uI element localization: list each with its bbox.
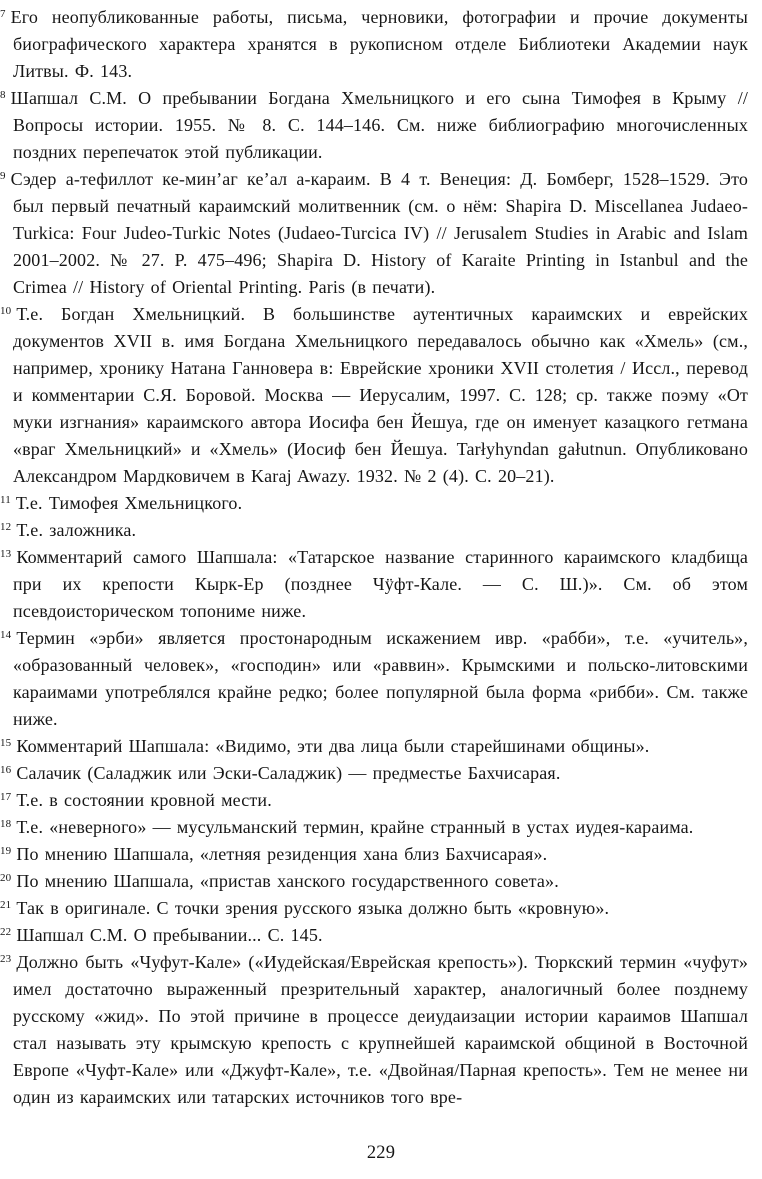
- footnote-number: 8: [0, 89, 6, 101]
- footnote: [0, 625, 748, 733]
- footnote: [0, 787, 748, 814]
- footnote-number: 19: [0, 845, 12, 857]
- footnote-text: Так в оригинале. С точки зрения русского языка должно быть «кровную».: [16, 898, 610, 918]
- footnote-number: 11: [0, 494, 11, 506]
- footnote-number: 7: [0, 8, 6, 20]
- footnote-number: 13: [0, 548, 12, 560]
- footnote-number: 22: [0, 926, 12, 938]
- footnote-text: Его неопубликованные работы, письма, черновики, фотографии и прочие документы биографического характера хранятся в рукописном отделе Библиотеки Академии наук Литвы. Ф. 143.: [10, 7, 748, 81]
- footnote-text: Т.е. в состоянии кровной мести.: [16, 790, 272, 810]
- footnote: [0, 166, 748, 301]
- footnote-number: 23: [0, 953, 12, 965]
- footnote-text: Т.е. Тимофея Хмельницкого.: [15, 493, 243, 513]
- footnote: [0, 868, 748, 895]
- footnotes-section: [0, 4, 748, 1111]
- footnote: [0, 4, 748, 85]
- footnote: [0, 895, 748, 922]
- footnote-text: Т.е. заложника.: [16, 520, 137, 540]
- footnote-number: 15: [0, 737, 12, 749]
- footnote-text: Комментарий самого Шапшала: «Татарское название старинного караимского кладбища при их крепости Кырк-Ер (позднее Чӱфт-Кале. — С. Ш.)». См. об этом псевдоисторическом топониме ниже.: [13, 547, 748, 621]
- footnote-text: Должно быть «Чуфут-Кале» («Иудейская/Еврейская крепость»). Тюркский термин «чуфут» имел достаточно выраженный презрительный характер, аналогичный более позднему русскому «жид». По этой причине в процессе деиудаизации истории караимов Шапшал стал называть эту крымскую крепость с крупнейшей караимской общиной в Восточной Европе «Чуфт-Кале» или «Джуфт-Кале», т.е. «Двойная/Парная крепость». Тем не менее ни один из караимских или татарских источников того вре-: [13, 952, 748, 1107]
- footnote-number: 20: [0, 872, 12, 884]
- footnote-number: 9: [0, 170, 6, 182]
- footnote-text: По мнению Шапшала, «летняя резиденция хана близ Бахчисарая».: [16, 844, 548, 864]
- footnote-number: 16: [0, 764, 12, 776]
- footnote-text: Шапшал С.М. О пребывании... С. 145.: [16, 925, 323, 945]
- footnote: [0, 544, 748, 625]
- footnote-text: Комментарий Шапшала: «Видимо, эти два лица были старейшинами общины».: [16, 736, 650, 756]
- footnote-text: Т.е. Богдан Хмельницкий. В большинстве аутентичных караимских и еврейских документов XVII в. имя Богдана Хмельницкого передавалось обычно как «Хмель» (см., например, хронику Натана Ганновера в: Еврейские хроники XVII столетия / Иссл., перевод и комментарии С.Я. Боровой. Москва –– Иерусалим, 1997. С. 128; ср. также поэму «От муки изгнания» караимского автора Иосифа бен Йешуа, где он именует казацкого гетмана «враг Хмельницкий» и «Хмель» (Иосиф бен Йешуа. Tarłyhyndan gałutnun. Опубликовано Александром Мардковичем в Karaj Awazy. 1932. № 2 (4). С. 20–21).: [13, 304, 748, 486]
- footnote-number: 21: [0, 899, 12, 911]
- footnote: [0, 949, 748, 1111]
- footnote: [0, 760, 748, 787]
- footnote-number: 14: [0, 629, 12, 641]
- footnote: [0, 814, 748, 841]
- footnote-text: Сэдер а-тефиллот ке-мин’аг ке’ал а-караим. В 4 т. Венеция: Д. Бомберг, 1528–1529. Это был первый печатный караимский молитвенник (см. о нём: Shapira D. Miscellanea Judaeo-Turkica: Four Judeo-Turkic Notes (Judaeo-Turcica IV) // Jerusalem Studies in Arabic and Islam 2001–2002. № 27. P. 475–496; Shapira D. History of Karaite Printing in Istanbul and the Crimea // History of Oriental Printing. Paris (в печати).: [10, 169, 748, 297]
- footnote-number: 12: [0, 521, 12, 533]
- footnote-text: Т.е. «неверного» — мусульманский термин, крайне странный в устах иудея-караима.: [16, 817, 694, 837]
- footnote-text: По мнению Шапшала, «пристав ханского государственного совета».: [16, 871, 559, 891]
- footnote: [0, 490, 748, 517]
- footnote-number: 18: [0, 818, 12, 830]
- footnote-text: Салачик (Саладжик или Эски-Саладжик) — предместье Бахчисарая.: [16, 763, 561, 783]
- footnote: [0, 301, 748, 490]
- footnote: [0, 517, 748, 544]
- footnote: [0, 85, 748, 166]
- footnote-number: 17: [0, 791, 12, 803]
- footnote: [0, 922, 748, 949]
- footnote-text: Шапшал С.М. О пребывании Богдана Хмельницкого и его сына Тимофея в Крыму // Вопросы истории. 1955. № 8. С. 144–146. См. ниже библиографию многочисленных поздних перепечаток этой публикации.: [10, 88, 748, 162]
- footnote-number: 10: [0, 305, 12, 317]
- footnote-text: Термин «эрби» является простонародным искажением ивр. «рабби», т.е. «учитель», «образованный человек», «господин» или «раввин». Крымскими и польско-литовскими караимами употреблялся крайне редко; более популярной была форма «рибби». См. также ниже.: [13, 628, 748, 729]
- footnote: [0, 733, 748, 760]
- page-number: 229: [366, 1143, 396, 1163]
- footnote: [0, 841, 748, 868]
